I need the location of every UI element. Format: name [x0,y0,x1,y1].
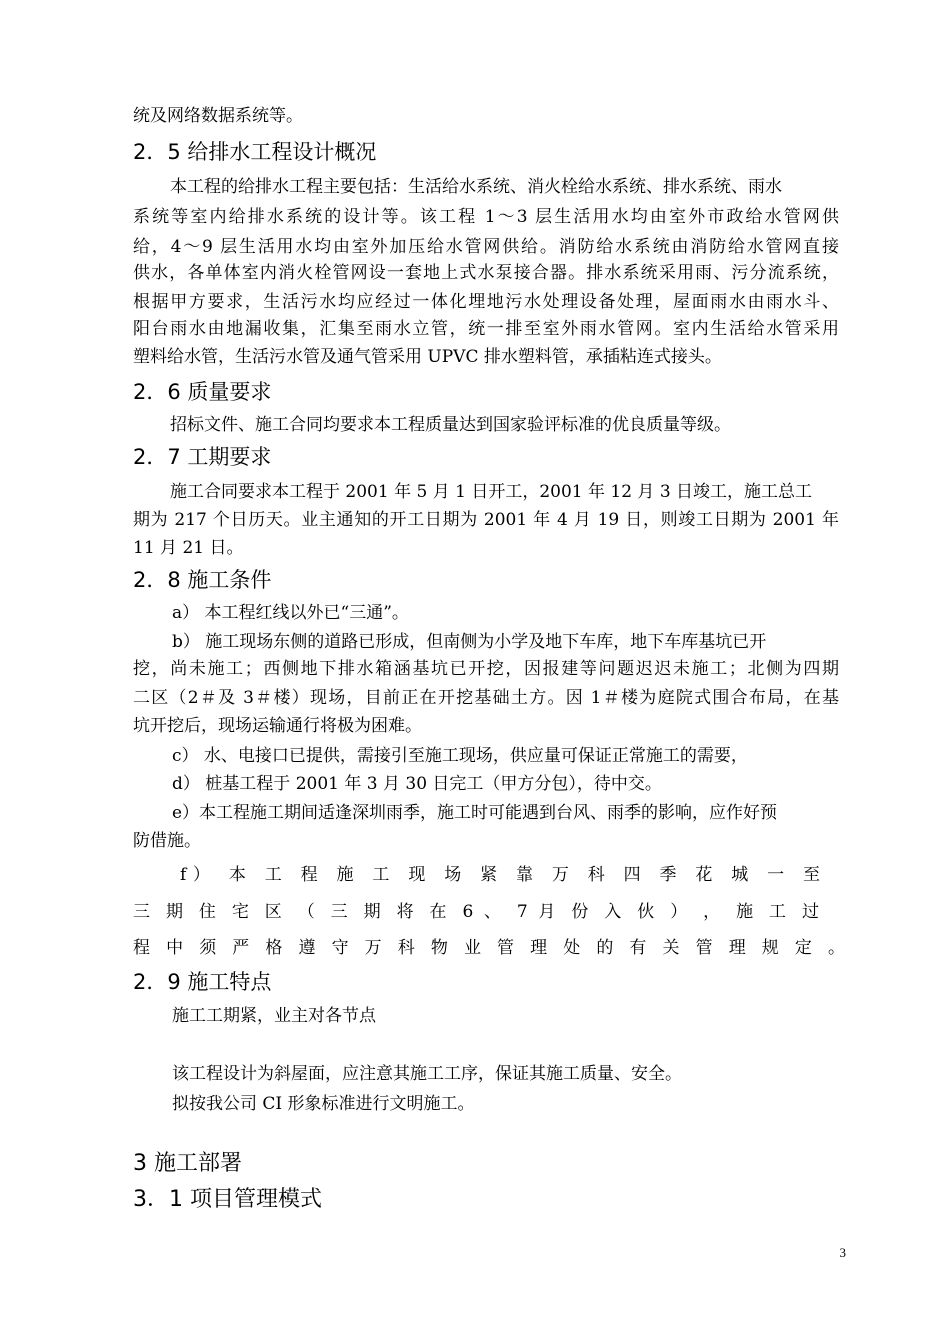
list-item-f: f） 本 工 程 施 工 现 场 紧 靠 万 科 四 季 花 城 一 至 [180,865,820,885]
paragraph-line: 施工工期紧，业主对各节点 [172,1006,376,1026]
paragraph-line: 系统等室内给排水系统的设计等。该工程 1～3 层生活用水均由室外市政给水管网供 [133,207,839,227]
paragraph-line: 程 中 须 严 格 遵 守 万 科 物 业 管 理 处 的 有 关 管 理 规 定 。 [133,938,845,958]
paragraph-line: 11 月 21 日。 [133,538,244,558]
list-item-d: d） 桩基工程于 2001 年 3 月 30 日完工（甲方分包），待中交。 [172,774,662,794]
text-line: 统及网络数据系统等。 [133,106,303,126]
chapter-heading-3: 3 施工部署 [133,1151,242,1176]
paragraph-line: 给，4～9 层生活用水均由室外加压给水管网供给。消防给水系统由消防给水管网直接 [133,237,839,257]
paragraph-line: 根据甲方要求，生活污水均应经过一体化埋地污水处理设备处理，屋面雨水由雨水斗、 [133,292,839,312]
paragraph-line: 挖，尚未施工；西侧地下排水箱涵基坑已开挖，因报建等问题迟迟未施工；北侧为四期 [133,659,839,679]
section-heading-2-8: 2．8 施工条件 [133,568,272,592]
section-heading-2-5: 2．5 给排水工程设计概况 [133,140,377,164]
paragraph-line: 坑开挖后，现场运输通行将极为困难。 [133,716,422,736]
paragraph-line: 供水，各单体室内消火栓管网设一套地上式水泵接合器。排水系统采用雨、污分流系统， [133,263,839,283]
list-item-b: b） 施工现场东侧的道路已形成，但南侧为小学及地下车库，地下车库基坑已开 [172,632,767,652]
list-item-e: e）本工程施工期间适逢深圳雨季，施工时可能遇到台风、雨季的影响，应作好预 [172,803,778,823]
paragraph-line: 三 期 住 宅 区 （ 三 期 将 在 6 、 7 月 份 入 伙 ） ， 施 工 过 [133,902,819,922]
section-heading-2-9: 2．9 施工特点 [133,970,272,994]
section-heading-2-7: 2．7 工期要求 [133,445,272,469]
page-number: 3 [839,1245,846,1260]
paragraph-line: 阳台雨水由地漏收集，汇集至雨水立管，统一排至室外雨水管网。室内生活给水管采用 [133,319,839,339]
section-heading-2-6: 2．6 质量要求 [133,380,272,404]
paragraph-line: 期为 217 个日历天。业主通知的开工日期为 2001 年 4 月 19 日，则竣工日期为 2001 年 [133,510,839,530]
paragraph-line: 防借施。 [133,831,201,851]
paragraph-line: 二区（2＃及 3＃楼）现场，目前正在开挖基础土方。因 1＃楼为庭院式围合布局，在基 [133,688,839,708]
paragraph-line: 招标文件、施工合同均要求本工程质量达到国家验评标准的优良质量等级。 [170,415,731,435]
paragraph-line: 塑料给水管，生活污水管及通气管采用 UPVC 排水塑料管，承插粘连式接头。 [133,347,722,367]
paragraph-line: 本工程的给排水工程主要包括：生活给水系统、消火栓给水系统、排水系统、雨水 [170,177,782,197]
paragraph-line: 该工程设计为斜屋面，应注意其施工工序，保证其施工质量、安全。 [172,1064,682,1084]
list-item-c: c） 水、电接口已提供，需接引至施工现场，供应量可保证正常施工的需要， [172,746,748,766]
section-heading-3-1: 3．1 项目管理模式 [133,1187,322,1212]
paragraph-line: 拟按我公司 CI 形象标准进行文明施工。 [172,1094,475,1114]
list-item-a: a） 本工程红线以外已“三通”。 [172,603,409,623]
paragraph-line: 施工合同要求本工程于 2001 年 5 月 1 日开工，2001 年 12 月 3 日竣工，施工总工 [170,482,813,502]
